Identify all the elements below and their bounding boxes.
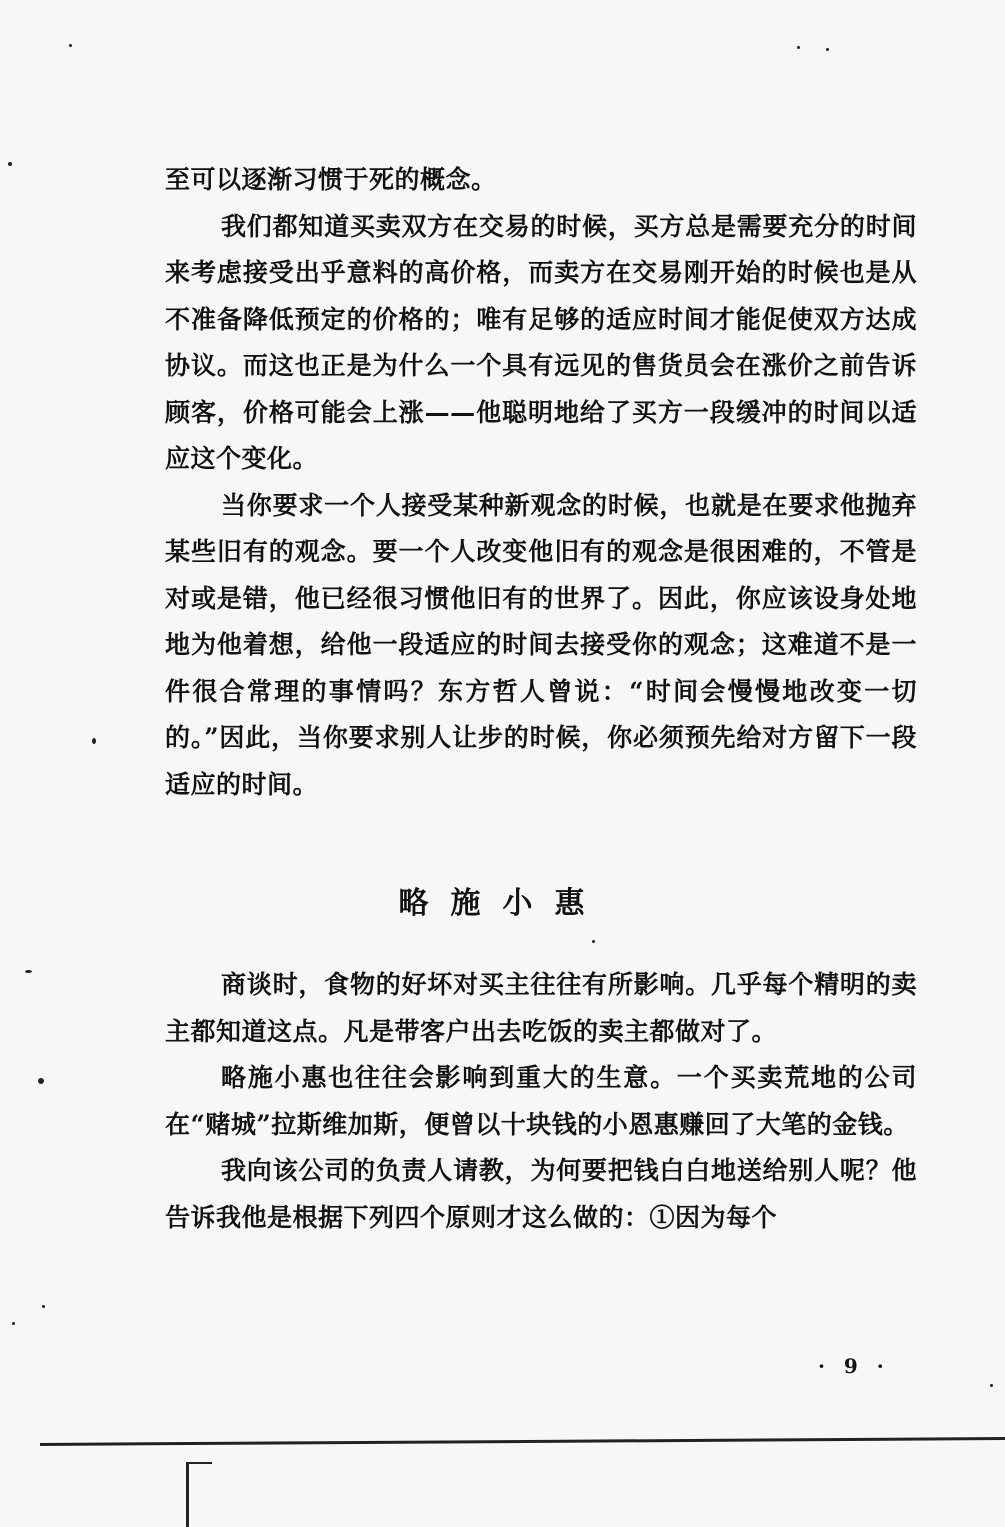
scan-speck (69, 44, 72, 47)
binding-edge-tick (186, 1462, 212, 1464)
scan-speck (92, 738, 96, 744)
page-number: · 9 · (818, 1354, 890, 1378)
bottom-scan-rule (40, 1437, 1005, 1446)
scan-speck (990, 1384, 993, 1387)
scan-speck (797, 46, 800, 49)
paragraph-negotiation-time: 我们都知道买卖双方在交易的时候，买方总是需要充分的时间来考虑接受出乎意料的高价格，而卖方在交易刚开始的时候也是从不准备降低预定的价格的；唯有足够的适应时间才能促使双方达成协议。而这也正是为什么一个具有远见的售货员会在涨价之前告诉顾客，价格可能会上涨——他聪明地给了买方一段缓冲的时间以适应这个变化。 (165, 211, 917, 473)
scan-speck (38, 1078, 44, 1084)
scan-speck (826, 48, 829, 51)
binding-edge-line (186, 1462, 189, 1527)
scan-speck (592, 940, 595, 943)
paragraph-four-principles: 我向该公司的负责人请教，为何要把钱白白地送给别人呢？他告诉我他是根据下列四个原则才这么做的：①因为每个 (165, 1156, 917, 1232)
scan-speck (42, 1305, 45, 1308)
paragraph-continuation: 至可以逐渐习惯于死的概念。 (165, 165, 497, 194)
body-text-top (165, 157, 917, 808)
section-heading: 略施小惠 (398, 886, 607, 921)
scan-speck (8, 162, 12, 166)
paragraph-small-favors: 略施小惠也往往会影响到重大的生意。一个买卖荒地的公司在“赌城”拉斯维加斯，便曾以十块钱的小恩惠赚回了大笔的金钱。 (165, 1063, 917, 1139)
paragraph-food-influence: 商谈时，食物的好坏对买主往往有所影响。几乎每个精明的卖主都知道这点。凡是带客户出去吃饭的卖主都做对了。 (165, 970, 917, 1046)
scan-speck (25, 970, 32, 973)
paragraph-new-ideas: 当你要求一个人接受某种新观念的时候，也就是在要求他抛弃某些旧有的观念。要一个人改变他旧有的观念是很困难的，不管是对或是错，他已经很习惯他旧有的世界了。因此，你应该设身处地地为他着想，给他一段适应的时间去接受你的观念；这难道不是一件很合常理的事情吗？东方哲人曾说：“时间会慢慢地改变一切的。”因此，当你要求别人让步的时候，你必须预先给对方留下一段适应的时间。 (165, 490, 917, 799)
body-text-bottom (165, 962, 917, 1241)
scan-speck (12, 1322, 15, 1325)
